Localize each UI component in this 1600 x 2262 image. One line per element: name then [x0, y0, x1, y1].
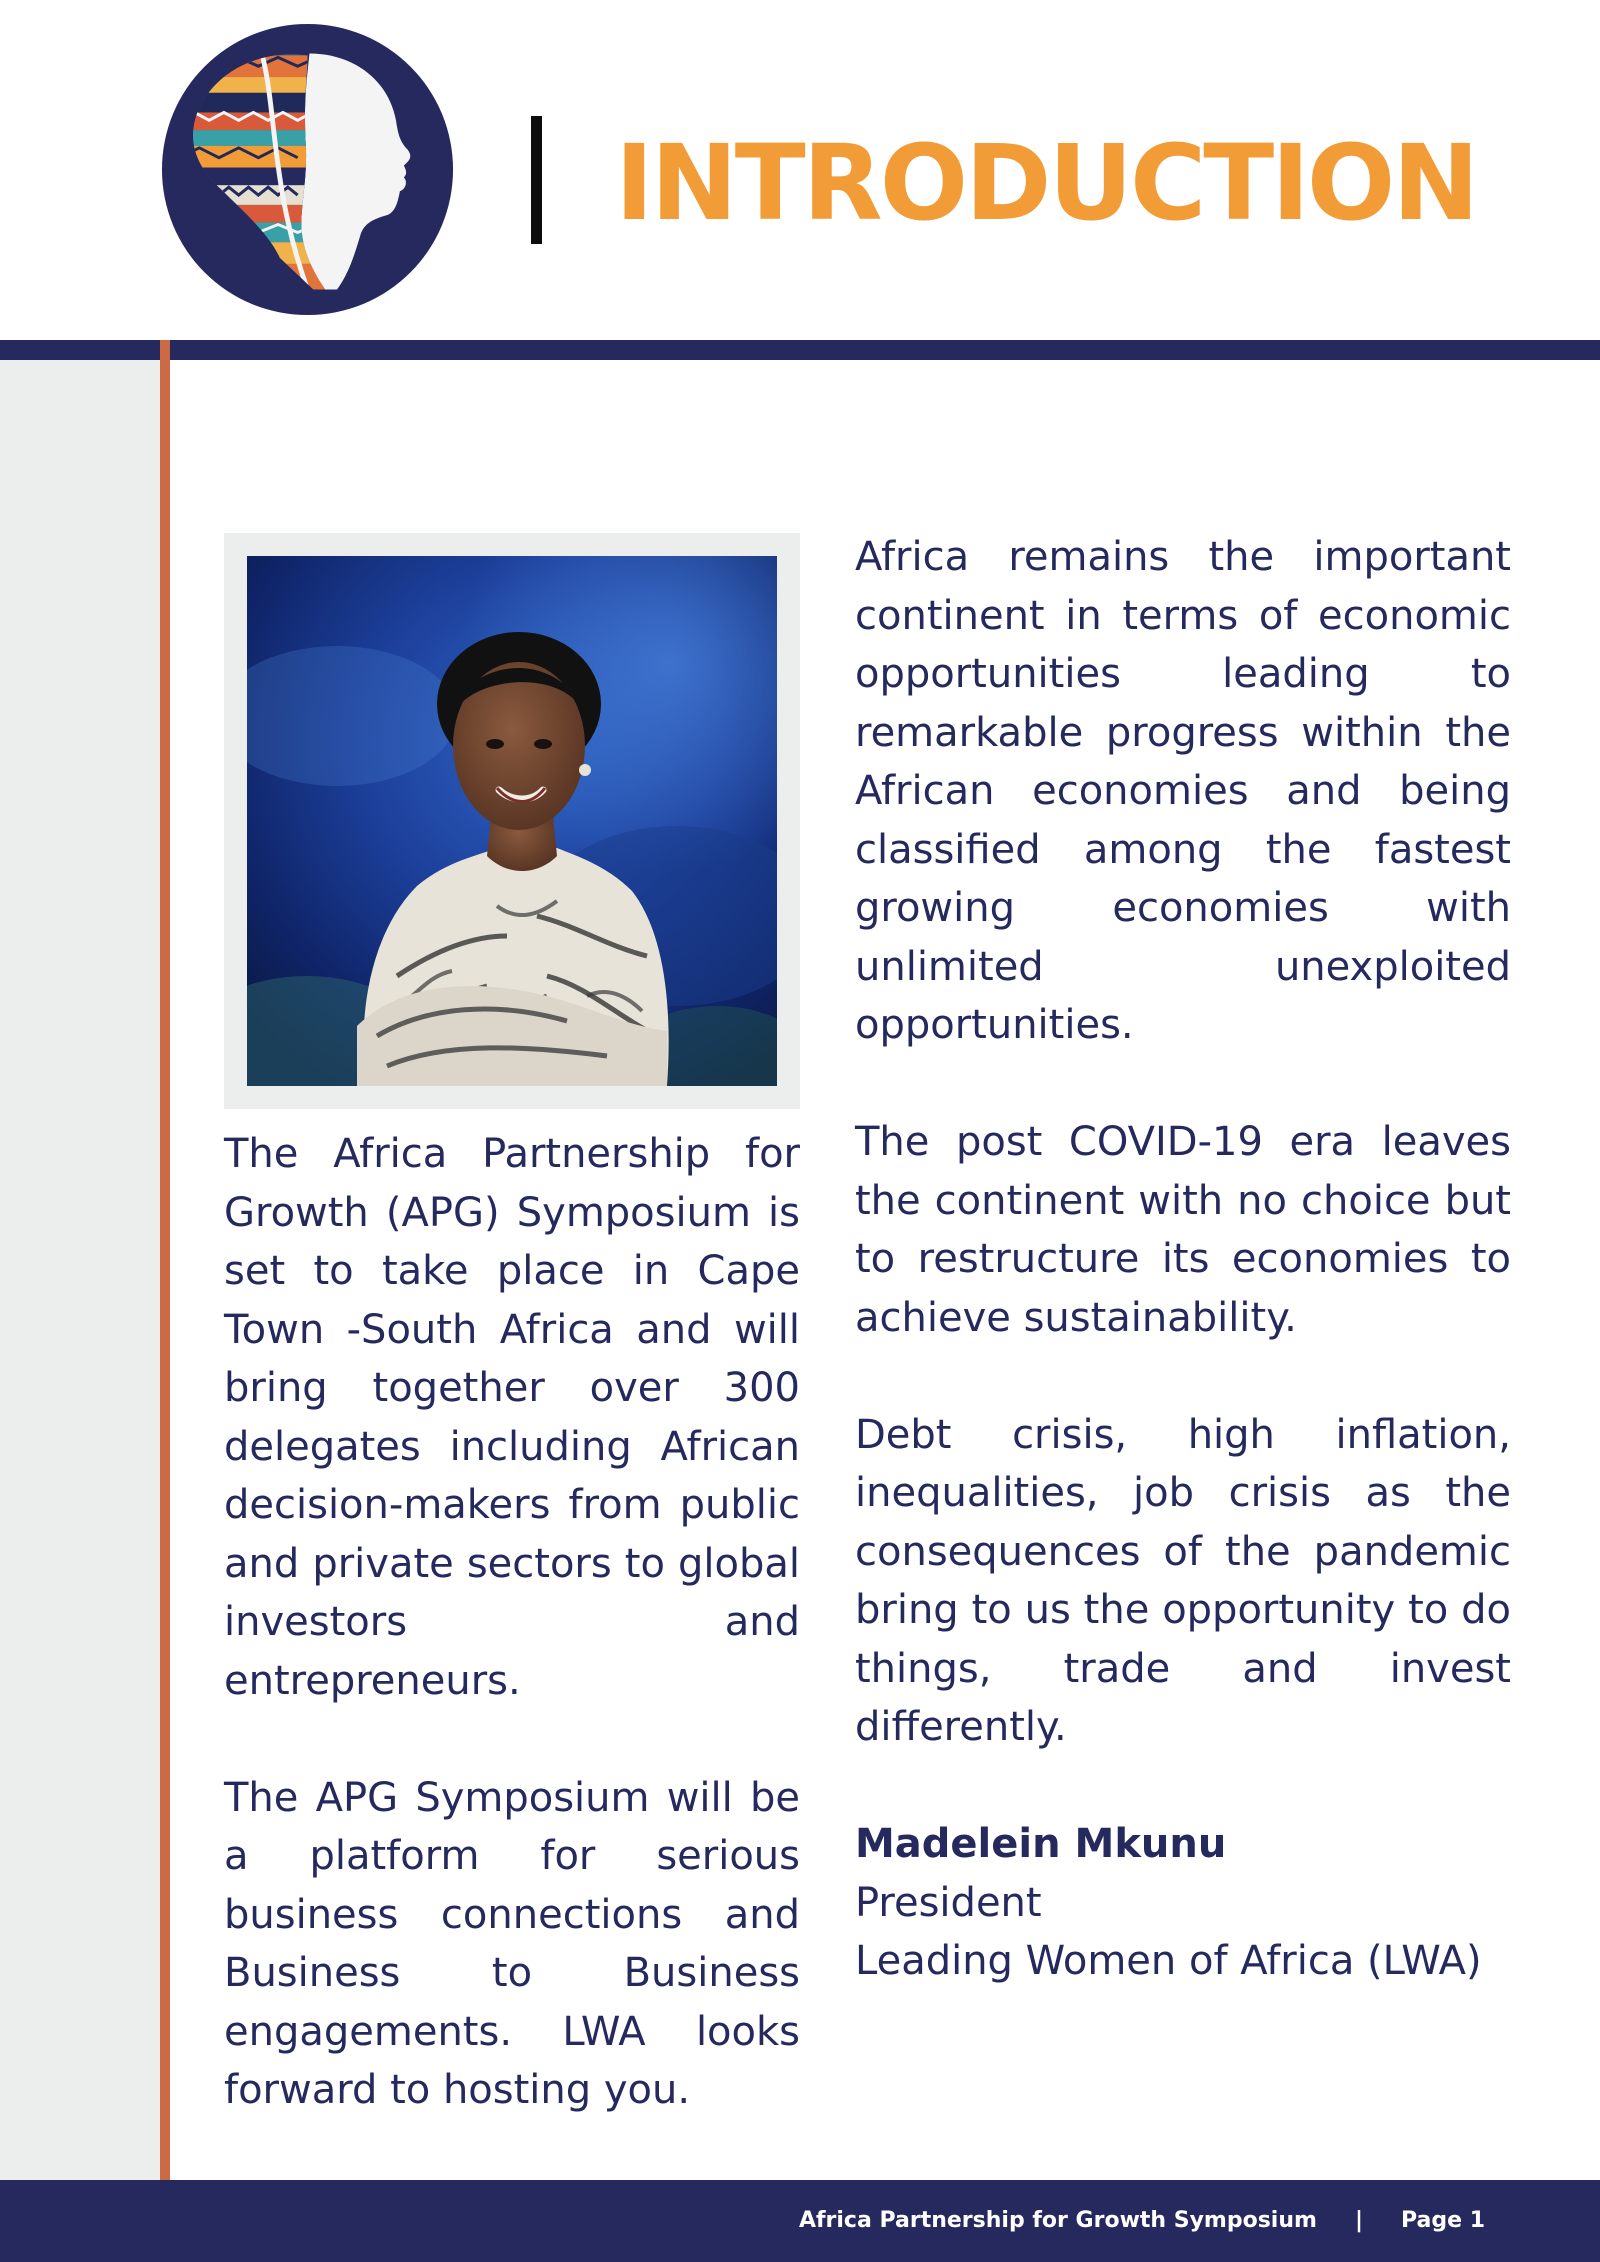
page-footer — [0, 2180, 1600, 2262]
footer-separator: | — [1354, 2208, 1363, 2233]
intro-left-column — [224, 1125, 800, 2120]
footer-text — [799, 2180, 1485, 2262]
intro-right-column — [855, 528, 1511, 1991]
accent-line — [160, 340, 170, 2180]
footer-event-name: Africa Partnership for Growth Symposium — [798, 2208, 1317, 2233]
portrait-photo — [247, 556, 777, 1086]
paragraph-africa-opportunities: Africa remains the important continent in terms of economic opportunities leading to remarkable progress within the African economies and being classified among the fastest growing economies with unlimited unexploited opportunities. — [855, 534, 1511, 1048]
footer-page-number: Page 1 — [1400, 2208, 1485, 2233]
paragraph-symposium-platform: The APG Symposium will be a platform for serious business connections and Business to Business engagements. LWA looks forward to hosting you. — [224, 1774, 800, 2113]
african-woman-profile-logo-icon — [160, 22, 455, 317]
paragraph-symposium-overview: The Africa Partnership for Growth (APG) Symposium is set to take place in Cape Town -South Africa and will bring together over 300 delegates including African decision-makers from public and private sectors to global investors and entrepreneurs. — [224, 1131, 800, 1704]
title-divider — [531, 116, 542, 244]
left-margin-panel — [0, 360, 160, 2180]
paragraph-post-covid: The post COVID-19 era leaves the continent with no choice but to restructure its economies to achieve sustainability. — [855, 1119, 1511, 1341]
paragraph-debt-crisis: Debt crisis, high inflation, inequalities, job crisis as the consequences of the pandemic bring to us the opportunity to do things, trade and invest differently. — [855, 1411, 1511, 1750]
signer-role: President — [855, 1879, 1042, 1926]
page-title: INTRODUCTION — [615, 122, 1477, 244]
header-band — [0, 340, 1600, 360]
page-header — [0, 0, 1600, 340]
portrait-frame — [224, 533, 800, 1109]
portrait-illustration — [247, 556, 777, 1086]
signer-organization: Leading Women of Africa (LWA) — [855, 1938, 1482, 1984]
signer-name: Madelein Mkunu — [855, 1821, 1227, 1867]
